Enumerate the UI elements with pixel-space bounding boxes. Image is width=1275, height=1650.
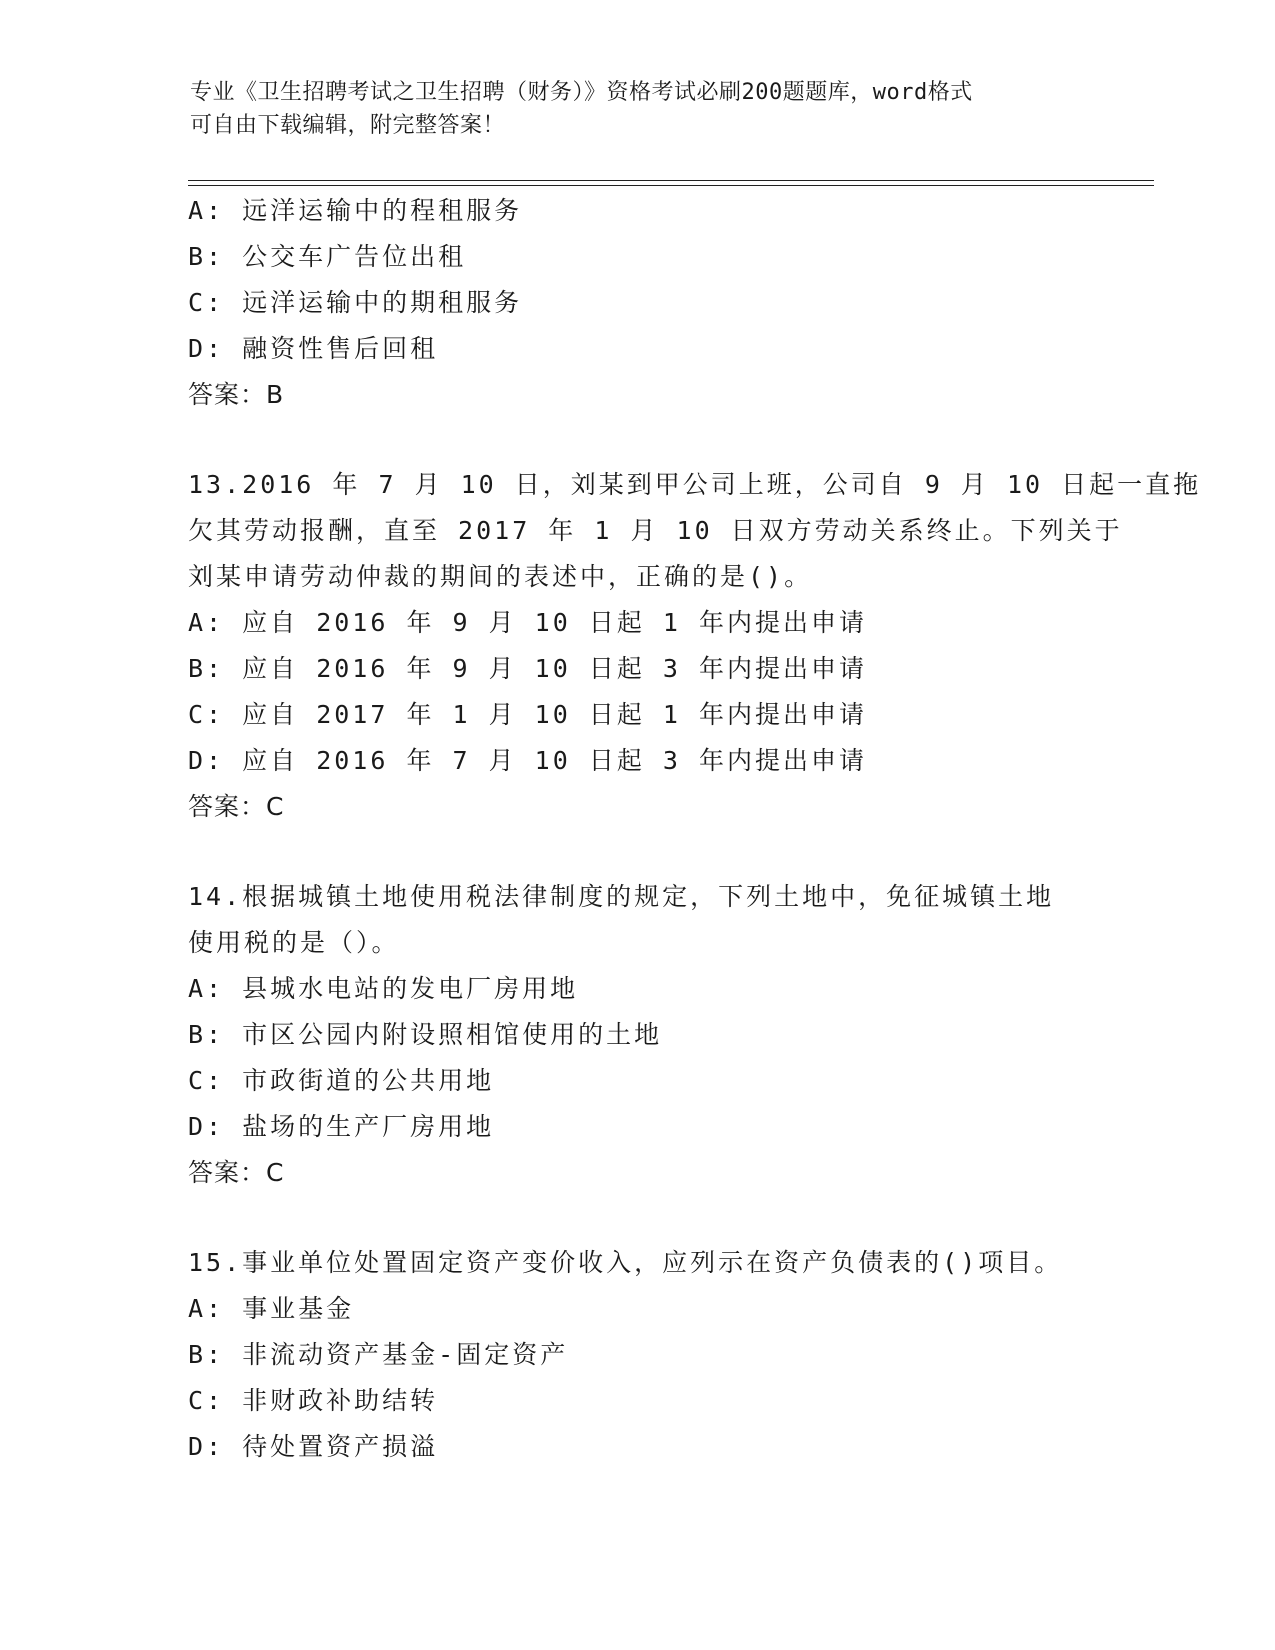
- question-13-block: [188, 462, 1202, 830]
- question-stem-line: 13.2016 年 7 月 10 日，刘某到甲公司上班，公司自 9 月 10 日起一直拖: [188, 470, 1202, 499]
- question-stem-line: 15.事业单位处置固定资产变价收入，应列示在资产负债表的()项目。: [188, 1248, 1063, 1277]
- option-c: C: 市政街道的公共用地: [188, 1066, 495, 1095]
- option-c: C: 非财政补助结转: [188, 1386, 439, 1415]
- answer-line: 答案：B: [188, 380, 285, 409]
- question-stem-line: 刘某申请劳动仲裁的期间的表述中，正确的是()。: [188, 562, 813, 591]
- document-header: [190, 76, 1090, 142]
- option-d: D: 盐场的生产厂房用地: [188, 1112, 495, 1141]
- option-b: B: 非流动资产基金-固定资产: [188, 1340, 569, 1369]
- question-list: [188, 188, 1202, 1470]
- header-divider-top: [188, 180, 1154, 181]
- option-a: A: 县城水电站的发电厂房用地: [188, 974, 579, 1003]
- question-stem-line: 使用税的是（）。: [188, 928, 400, 957]
- answer-line: 答案：C: [188, 1158, 285, 1187]
- option-a: A: 应自 2016 年 9 月 10 日起 1 年内提出申请: [188, 608, 867, 637]
- header-title-line-2: 可自由下载编辑，附完整答案！: [190, 113, 506, 138]
- question-stem-line: 14.根据城镇土地使用税法律制度的规定，下列土地中，免征城镇土地: [188, 882, 1055, 911]
- option-a: A: 事业基金: [188, 1294, 355, 1323]
- question-15-block: [188, 1240, 1148, 1470]
- header-title-line-1: 专业《卫生招聘考试之卫生招聘（财务）》资格考试必刷200题题库，word格式: [190, 80, 973, 105]
- option-b: B: 公交车广告位出租: [188, 242, 467, 271]
- question-14-block: [188, 874, 1148, 1196]
- question-12-block: [188, 188, 1148, 418]
- option-c: C: 应自 2017 年 1 月 10 日起 1 年内提出申请: [188, 700, 867, 729]
- spacer: [188, 418, 1148, 462]
- option-d: D: 应自 2016 年 7 月 10 日起 3 年内提出申请: [188, 746, 867, 775]
- header-divider-bottom: [188, 185, 1154, 186]
- option-c: C: 远洋运输中的期租服务: [188, 288, 523, 317]
- option-a: A: 远洋运输中的程租服务: [188, 196, 523, 225]
- spacer: [188, 1196, 1148, 1240]
- option-d: D: 待处置资产损溢: [188, 1432, 439, 1461]
- option-b: B: 应自 2016 年 9 月 10 日起 3 年内提出申请: [188, 654, 867, 683]
- question-stem-line: 欠其劳动报酬，直至 2017 年 1 月 10 日双方劳动关系终止。下列关于: [188, 516, 1123, 545]
- answer-line: 答案：C: [188, 792, 285, 821]
- spacer: [188, 830, 1148, 874]
- option-d: D: 融资性售后回租: [188, 334, 439, 363]
- option-b: B: 市区公园内附设照相馆使用的土地: [188, 1020, 663, 1049]
